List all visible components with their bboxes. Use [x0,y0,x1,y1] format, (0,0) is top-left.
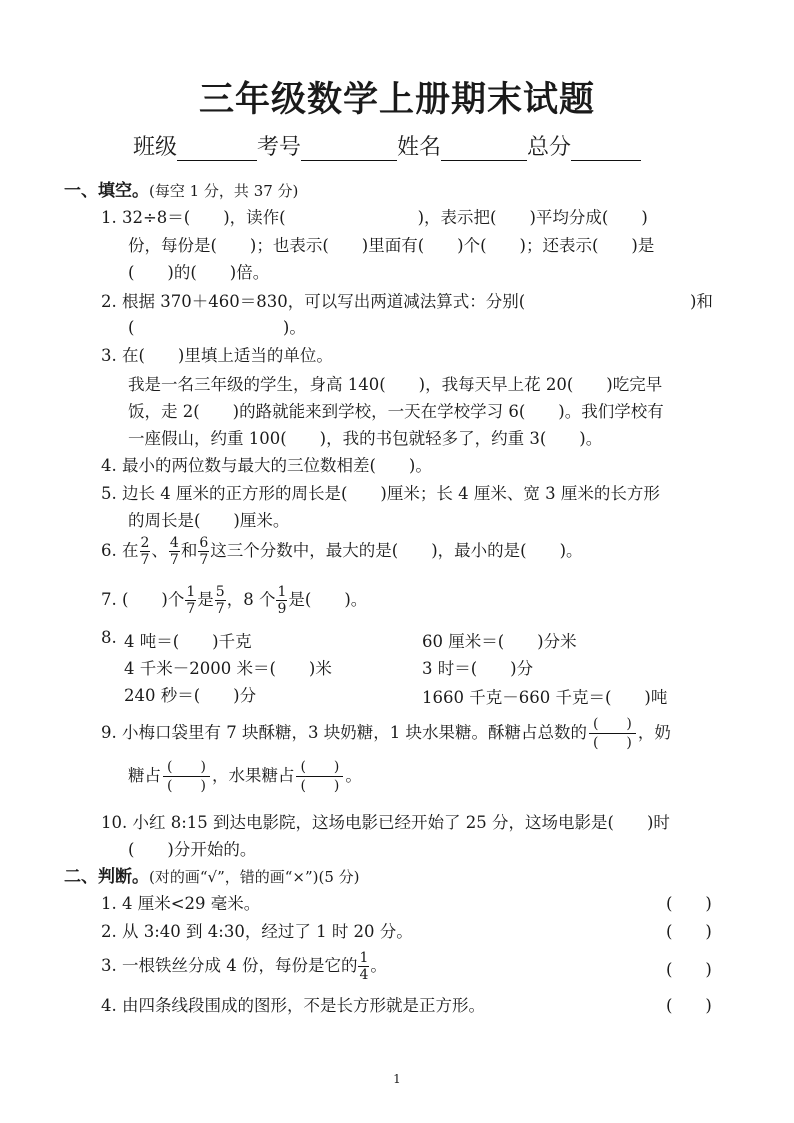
q8-item: 60 厘米＝( )分米 [422,632,577,651]
page-number: 1 [393,1072,401,1086]
q9-blank-fraction-1[interactable]: ( ) ( ) [589,717,636,750]
q8-item: 4 千米－2000 米＝( )米 [124,659,332,678]
q3-line2: 我是一名三年级的学生，身高 140( )，我每天早上花 20( )吃完早 [128,375,663,394]
q8-item: 240 秒＝( )分 [124,686,257,705]
q4-line: 4. 最小的两位数与最大的三位数相差( )。 [101,456,432,475]
q3-line3: 饭，走 2( )的路就能来到学校，一天在学校学习 6( )。我们学校有 [128,402,664,421]
q1-line2: 份，每份是( )；也表示( )里面有( )个( )；还表示( )是 [128,236,655,255]
q6-line: 6. 在 $\frac{2}{7}$ 、 $\frac{4}{7}$ 和 $\frac{6}{7}$ 这三个分数中，最大的是( )，最小的是( )。 [101,535,583,568]
score-blank[interactable] [571,138,641,161]
number-blank[interactable] [301,138,397,161]
q5-line1: 5. 边长 4 厘米的正方形的周长是( )厘米；长 4 厘米、宽 3 厘米的长方形 [101,484,660,503]
q10-line2: ( )分开始的。 [128,840,257,859]
q9-blank-fraction-2[interactable]: ( ) ( ) [163,760,210,793]
q5-line2: 的周长是( )厘米。 [128,511,290,530]
q2-line1-end: )和 [690,292,713,311]
judge-item-4: 4. 由四条线段围成的图形，不是长方形就是正方形。 [101,996,485,1015]
section-2-heading [64,862,360,887]
judge-answer-2[interactable]: ( ) [666,922,712,941]
section-1-note: (每空 1 分，共 37 分) [149,182,299,200]
q6-text-b: 这三个分数中，最大的是( )，最小的是( )。 [210,541,583,560]
judge-answer-4[interactable]: ( ) [666,996,712,1015]
section-1-title: 一、填空。 [64,181,149,201]
q6-fraction-3: $\frac{6}{7}$ [199,535,209,568]
section-1-heading [64,176,298,201]
q7-line: 7. ( )个 $\frac{1}{7}$ 是 $\frac{5}{7}$ ，8 个 $\frac{1}{9}$ 是( )。 [101,584,368,617]
page-title: 三年级数学上册期末试题 [198,80,595,120]
section-2-note: (对的画“√”，错的画“×”)(5 分) [149,868,360,886]
judge-item-2: 2. 从 3:40 到 4:30，经过了 1 时 20 分。 [101,922,413,941]
judge-3-fraction: $\frac{1}{4}$ [359,950,369,983]
judge-item-1: 1. 4 厘米<29 毫米。 [101,894,261,913]
class-label: 班级 [133,135,178,160]
q1-line3: ( )的( )倍。 [128,263,270,282]
judge-answer-3[interactable]: ( ) [666,960,712,979]
q9-line1: 9. 小梅口袋里有 7 块酥糖，3 块奶糖，1 块水果糖。酥糖占总数的 ( ) ( ) ，奶 [101,716,671,751]
q8-item: 3 时＝( )分 [422,659,534,678]
class-blank[interactable] [177,138,257,161]
q1-line1: 1. 32÷8＝( )，读作( )，表示把( )平均分成( ) [101,208,648,227]
q6-text-a: 6. 在 [101,541,139,560]
name-label: 姓名 [397,135,442,160]
name-blank[interactable] [441,138,527,161]
judge-answer-1[interactable]: ( ) [666,894,712,913]
q7-fraction-2: $\frac{5}{7}$ [215,584,225,617]
q3-line4: 一座假山，约重 100( )，我的书包就轻多了，约重 3( )。 [128,429,603,448]
number-label: 考号 [257,135,302,160]
score-label: 总分 [527,135,572,160]
section-2-title: 二、判断。 [64,867,149,887]
q2-line2: ( )。 [128,318,306,337]
q8-item: 4 吨＝( )千克 [124,632,252,651]
q8-number: 8. [101,628,117,647]
q10-line1: 10. 小红 8:15 到达电影院，这场电影已经开始了 25 分，这场电影是( )时 [101,813,670,832]
q3-line1: 3. 在( )里填上适当的单位。 [101,346,333,365]
q8-item: 1660 千克－660 千克＝( )吨 [422,688,668,707]
q7-fraction-1: $\frac{1}{7}$ [186,584,196,617]
q9-blank-fraction-3[interactable]: ( ) ( ) [296,760,343,793]
q9-line2: 糖占 ( ) ( ) ，水果糖占 ( ) ( ) 。 [128,759,362,794]
student-info-row [133,130,641,161]
q6-fraction-1: $\frac{2}{7}$ [140,535,150,568]
q7-fraction-3: $\frac{1}{9}$ [277,584,287,617]
q6-fraction-2: $\frac{4}{7}$ [169,535,179,568]
q2-line1: 2. 根据 370＋460＝830，可以写出两道减法算式：分别( [101,292,526,311]
judge-item-3: 3. 一根铁丝分成 4 份，每份是它的 $\frac{1}{4}$ 。 [101,950,387,983]
